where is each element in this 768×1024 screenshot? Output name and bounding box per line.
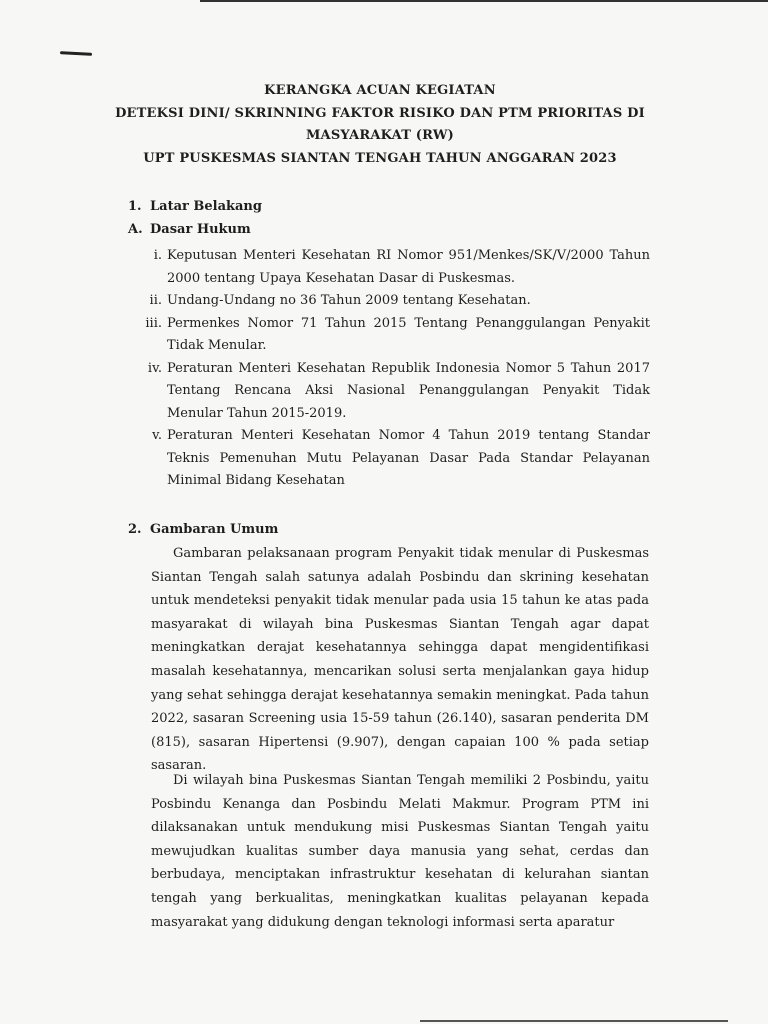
title-line: DETEKSI DINI/ SKRINNING FAKTOR RISIKO DAN PTM PRIORITAS DI bbox=[115, 105, 645, 121]
list-item-number: iv. bbox=[147, 360, 162, 376]
subsection-a-title: Dasar Hukum bbox=[150, 222, 251, 237]
section-1-title: Latar Belakang bbox=[150, 199, 262, 214]
subsection-a-letter: A. bbox=[128, 222, 143, 237]
section-2-number: 2. bbox=[128, 522, 142, 537]
title-line: UPT PUSKESMAS SIANTAN TENGAH TAHUN ANGGARAN 2023 bbox=[143, 150, 617, 166]
section-2-title: Gambaran Umum bbox=[150, 522, 279, 537]
title-line: KERANGKA ACUAN KEGIATAN bbox=[264, 83, 496, 98]
list-item bbox=[140, 358, 650, 426]
list-item bbox=[140, 290, 650, 313]
paragraph-text: Gambaran pelaksanaan program Penyakit tidak menular di Puskesmas Siantan Tengah salah satunya adalah Posbindu dan skrining kesehatan untuk mendeteksi penyakit tidak menular pada usia 15 tahun ke atas pada masyarakat di wilayah bina Puskesmas Siantan Tengah agar dapat meningkatkan derajat kesehatannya sehingga dapat mengidentifikasi masalah kesehatannya, mencarikan solusi serta menjalankan gaya hidup yang sehat sehingga derajat kesehatannya semakin meningkat. Pada tahun 2022, sasaran Screening usia 15-59 tahun (26.140), sasaran penderita DM (815), sasaran Hipertensi (9.907), dengan capaian 100 % pada setiap sasaran. bbox=[151, 546, 649, 774]
list-item-text: Peraturan Menteri Kesehatan Republik Indonesia Nomor 5 Tahun 2017 Tentang Rencana Aksi Nasional Penanggulangan Penyakit Tidak Menular Tahun 2015-2019. bbox=[167, 360, 650, 421]
list-item bbox=[140, 425, 650, 493]
list-item-text: Permenkes Nomor 71 Tahun 2015 Tentang Penanggulangan Penyakit Tidak Menular. bbox=[167, 315, 650, 353]
list-item-text: Peraturan Menteri Kesehatan Nomor 4 Tahun 2019 tentang Standar Teknis Pemenuhan Mutu Pelayanan Dasar Pada Standar Pelayanan Minimal Bidang Kesehatan bbox=[167, 428, 650, 488]
list-item bbox=[140, 245, 650, 290]
title-line: MASYARAKAT (RW) bbox=[305, 128, 455, 143]
body-paragraph bbox=[151, 769, 649, 934]
list-item-number: i. bbox=[153, 248, 162, 263]
body-paragraph bbox=[151, 542, 649, 778]
section-1-number: 1. bbox=[128, 199, 142, 214]
paragraph-text: Di wilayah bina Puskesmas Siantan Tengah memiliki 2 Posbindu, yaitu Posbindu Kenanga dan Posbindu Melati Makmur. Program PTM ini dilaksanakan untuk mendukung misi Puskesmas Siantan Tengah yaitu mewujudkan kualitas sumber daya manusia yang sehat, cerdas dan berbudaya, menciptakan infrastruktur kesehatan di kelurahan siantan tengah yang berkualitas, meningkatkan kualitas pelayanan kepada masyarakat yang didukung dengan teknologi informasi serta aparatur bbox=[151, 773, 649, 930]
scan-top-edge bbox=[200, 0, 768, 2]
list-item-number: v. bbox=[152, 428, 162, 443]
list-item-number: iii. bbox=[145, 315, 162, 331]
legal-basis-list bbox=[140, 245, 650, 493]
list-item-text: Keputusan Menteri Kesehatan RI Nomor 951/Menkes/SK/V/2000 Tahun 2000 tentang Upaya Kesehatan Dasar di Puskesmas. bbox=[167, 248, 650, 286]
list-item-number: ii. bbox=[149, 293, 162, 308]
scan-bottom-edge bbox=[420, 1020, 728, 1022]
document-title bbox=[100, 80, 660, 170]
list-item-text: Undang-Undang no 36 Tahun 2009 tentang Kesehatan. bbox=[167, 293, 531, 308]
pen-mark bbox=[60, 51, 92, 56]
list-item bbox=[140, 313, 650, 358]
